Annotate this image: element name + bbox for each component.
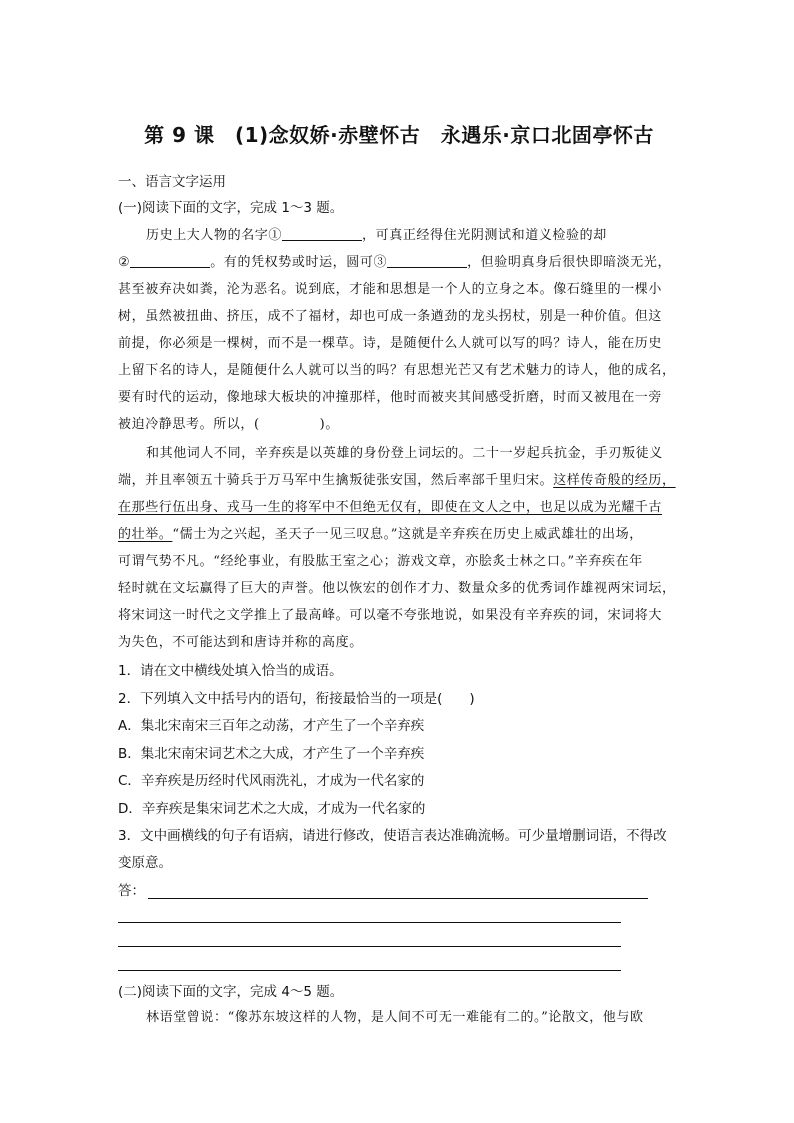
passage2-line1: 和其他词人不同，辛弃疾是以英雄的身份登上词坛的。二十一岁起兵抗金，手刃叛徒义	[146, 446, 663, 461]
passage1-line7: 要有时代的运动，像地球大板块的冲撞那样，他时而被夹其间感受折磨，时而又被甩在一旁	[118, 390, 663, 405]
passage2-line4	[118, 525, 643, 545]
part1-intro: (一)阅读下面的文字，完成 1～3 题。	[118, 200, 344, 216]
passage1-line1	[146, 226, 607, 246]
passage2-line5: 可谓气势不凡。“经纶事业，有股肱王室之心；游戏文章，亦脍炙士林之口。”辛弃疾在年	[118, 554, 643, 569]
option-c[interactable]: C．辛弃疾是历经时代风雨洗礼，才成为一代名家的	[118, 773, 425, 789]
question-1: 1．请在文中横线处填入恰当的成语。	[118, 663, 343, 679]
text-segment: ②	[118, 255, 131, 270]
answer-line-3[interactable]	[118, 946, 621, 947]
passage1-line3: 甚至被弃决如粪，沦为恶名。说到底，才能和思想是一个人的立身之本。像石缝里的一棵小	[118, 282, 663, 297]
passage1-line4: 树，虽然被扭曲、挤压，成不了福材，却也可成一条遒劲的龙头拐杖，别是一种价值。但这	[118, 309, 663, 324]
passage2-line6: 轻时就在文坛赢得了巨大的声誉。他以恢宏的创作才力、数量众多的优秀词作雄视两宋词坛，	[118, 581, 676, 596]
underlined-sentence: 这样传奇般的经历，	[553, 473, 676, 488]
text-segment: 。有的凭权势或时运，圆可③	[210, 255, 388, 270]
text-segment: 被迫冷静思考。所以，(	[118, 417, 260, 432]
section-heading: 一、语言文字运用	[118, 174, 226, 190]
option-a[interactable]: A．集北宋南宋三百年之动荡，才产生了一个辛弃疾	[118, 718, 425, 734]
answer-line-4[interactable]	[118, 970, 621, 971]
passage2-line7: 将宋词这一时代之文学推上了最高峰。可以毫不夸张地说，如果没有辛弃疾的词，宋词将大	[118, 608, 663, 623]
part2-intro: (二)阅读下面的文字，完成 4～5 题。	[118, 984, 344, 1000]
page-title: 第 9 课 (1)念奴娇·赤壁怀古 永遇乐·京口北固亭怀古	[144, 123, 654, 147]
question-3-line1: 3．文中画横线的句子有语病，请进行修改，使语言表达准确流畅。可少量增删词语，不得改	[118, 828, 667, 844]
option-b[interactable]: B．集北宋南宋词艺术之大成，才产生了一个辛弃疾	[118, 746, 425, 762]
passage3-line1: 林语堂曾说：“像苏东坡这样的人物，是人间不可无一难能有二的。”论散文，他与欧	[146, 1010, 644, 1025]
underlined-sentence: 在那些行伍出身、戎马一生的将军中不但绝无仅有，即使在文人之中，也足以成为光耀千古	[118, 500, 663, 515]
passage2-line2	[118, 471, 676, 491]
question-2: 2．下列填入文中括号内的语句，衔接最恰当的一项是( )	[118, 691, 475, 707]
answer-label: 答：	[118, 883, 145, 899]
text-segment: )。	[319, 417, 339, 432]
text-segment: ，可真正经得住光阴测试和道义检验的却	[362, 228, 607, 243]
passage1-line6: 上留下名的诗人，是随便什么人就可以当的吗？有思想光芒又有艺术魅力的诗人，他的成名，	[118, 363, 676, 378]
passage1-line8	[118, 415, 339, 435]
answer-line-1[interactable]	[148, 898, 648, 899]
question-3-line2: 变原意。	[118, 855, 172, 871]
fill-blank-3[interactable]	[387, 253, 467, 268]
answer-line-2[interactable]	[118, 922, 621, 923]
passage1-line5: 前提，你必须是一棵树，而不是一棵草。诗，是随便什么人就可以写的吗？诗人，能在历史	[118, 336, 663, 351]
fill-blank-2[interactable]	[130, 253, 210, 268]
underlined-sentence: 的壮举。	[118, 527, 173, 542]
passage1-line2	[118, 253, 671, 273]
option-d[interactable]: D．辛弃疾是集宋词艺术之大成，才成为一代名家的	[118, 801, 426, 817]
text-segment: “儒士为之兴起，圣天子一见三叹息。”这就是辛弃疾在历史上威武雄壮的出场，	[172, 527, 643, 542]
text-segment: ，但验明真身后很快即暗淡无光，	[467, 255, 672, 270]
text-segment: 端，并且率领五十骑兵于万马军中生擒叛徒张安国，然后率部千里归宋。	[118, 473, 554, 488]
passage2-line8: 为失色，不可能达到和唐诗并称的高度。	[118, 635, 363, 650]
text-segment: 历史上大人物的名字①	[146, 228, 283, 243]
fill-blank-1[interactable]	[282, 226, 362, 241]
